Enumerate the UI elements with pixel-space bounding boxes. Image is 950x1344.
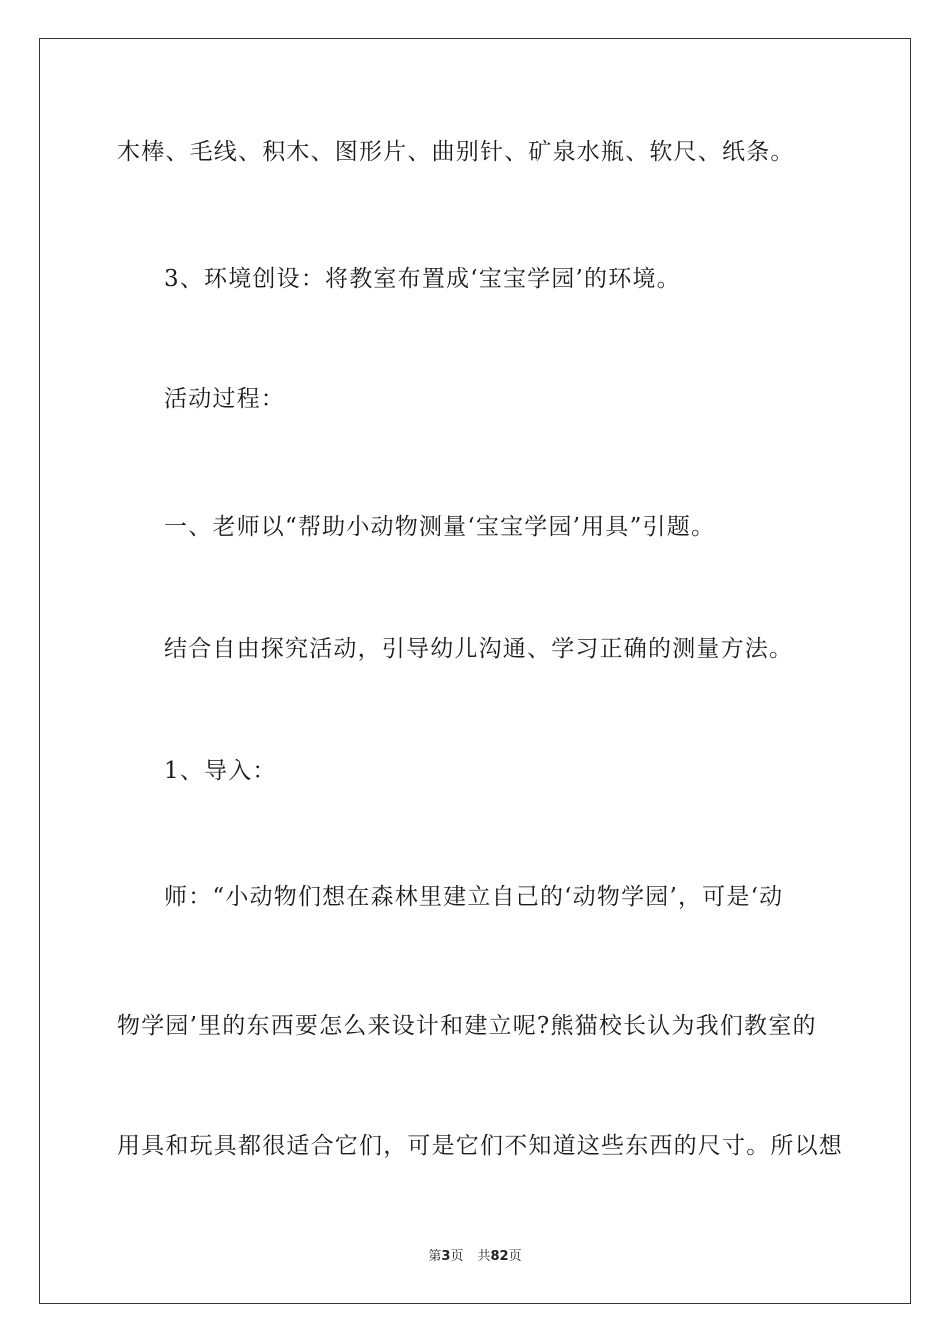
total-prefix: 共 — [477, 1249, 491, 1264]
total-suffix: 页 — [508, 1249, 522, 1264]
page-suffix: 页 — [450, 1249, 464, 1264]
paragraph-exploration: 结合自由探究活动，引导幼儿沟通、学习正确的测量方法。 — [164, 636, 794, 662]
paragraph-teacher-line-3: 用具和玩具都很适合它们，可是它们不知道这些东西的尺寸。所以想 — [117, 1133, 843, 1159]
paragraph-teacher-line-1: 师：“小动物们想在森林里建立自己的‘动物学园’，可是‘动 — [164, 884, 784, 910]
heading-introduction: 1、导入： — [164, 758, 277, 784]
heading-activity-process: 活动过程： — [164, 386, 285, 412]
paragraph-environment-setup: 3、环境创设：将教室布置成‘宝宝学园’的环境。 — [164, 266, 681, 292]
page-footer — [0, 1248, 950, 1266]
page-number: 3 — [441, 1249, 451, 1264]
paragraph-section-one: 一、老师以“帮助小动物测量‘宝宝学园’用具”引题。 — [164, 514, 716, 540]
paragraph-teacher-line-2: 物学园’里的东西要怎么来设计和建立呢?熊猫校长认为我们教室的 — [117, 1013, 817, 1039]
total-pages: 82 — [490, 1249, 509, 1264]
page-frame — [39, 38, 911, 1304]
page-prefix: 第 — [428, 1249, 442, 1264]
paragraph-materials-list: 木棒、毛线、积木、图形片、曲别针、矿泉水瓶、软尺、纸条。 — [117, 139, 795, 165]
